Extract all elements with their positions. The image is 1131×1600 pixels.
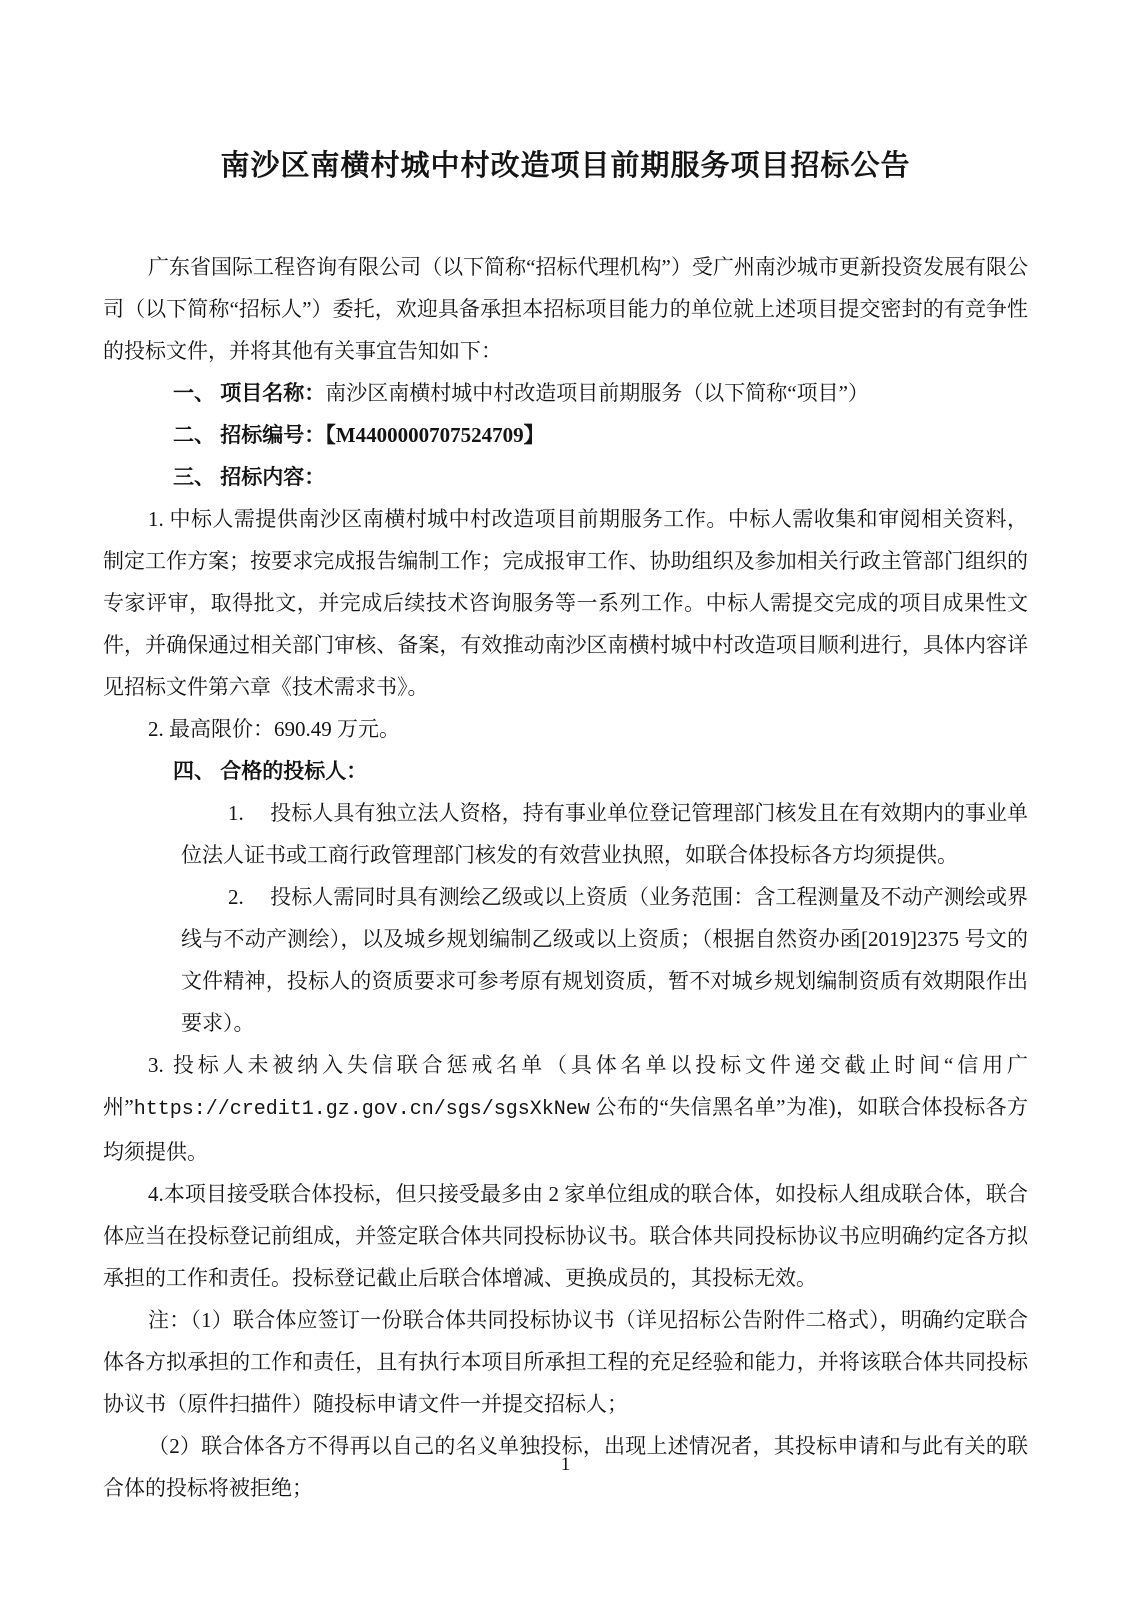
document-title: 南沙区南横村城中村改造项目前期服务项目招标公告 <box>220 150 911 182</box>
section-heading-3 <box>103 456 1028 498</box>
section-heading-2 <box>103 414 1028 456</box>
section-3-label: 三、 招标内容： <box>173 465 326 489</box>
section-1-label: 一、 项目名称： <box>173 381 326 405</box>
section-4-label: 四、 合格的投标人： <box>173 759 368 783</box>
qualified-bidder-item-2: 2. 投标人需同时具有测绘乙级或以上资质（业务范围：含工程测量及不动产测绘或界线与不动产测绘），以及城乡规划编制乙级或以上资质；（根据自然资办函[2019]2375 号文的文件精神，投标人的资质要求可参考原有规划资质，暂不对城乡规划编制资质有效期限作出要求）。 <box>181 885 1028 1035</box>
tender-content-item-2-price: 2. 最高限价：690.49 万元。 <box>148 717 400 741</box>
intro-paragraph: 广东省国际工程咨询有限公司（以下简称“招标代理机构”）受广州南沙城市更新投资发展有限公司（以下简称“招标人”）委托，欢迎具备承担本招标项目能力的单位就上述项目提交密封的有竞争性的投标文件，并将其他有关事宜告知如下： <box>103 255 1028 363</box>
tender-content-item-1: 1. 中标人需提供南沙区南横村城中村改造项目前期服务工作。中标人需收集和审阅相关资料，制定工作方案；按要求完成报告编制工作；完成报审工作、协助组织及参加相关行政主管部门组织的专家评审，取得批文，并完成后续技术咨询服务等一系列工作。中标人需提交完成的项目成果性文件，并确保通过相关部门审核、备案，有效推动南沙区南横村城中村改造项目顺利进行，具体内容详见招标文件第六章《技术需求书》。 <box>103 507 1028 699</box>
document-content <box>103 146 1028 1509</box>
item-3-text-post: 公布的“失信黑名单”为准)，如联合体投标各方均须提供。 <box>103 1095 1028 1164</box>
qualified-bidder-item-4: 4.本项目接受联合体投标，但只接受最多由 2 家单位组成的联合体，如投标人组成联合体，联合体应当在投标登记前组成，并签定联合体共同投标协议书。联合体共同投标协议书应明确约定各方拟承担的工作和责任。投标登记截止后联合体增减、更换成员的，其投标无效。 <box>103 1182 1028 1290</box>
consortium-note-1: 注：（1）联合体应签订一份联合体共同投标协议书（详见招标公告附件二格式），明确约定联合体各方拟承担的工作和责任，且有执行本项目所承担工程的充足经验和能力，并将该联合体共同投标协议书（原件扫描件）随投标申请文件一并提交招标人； <box>103 1308 1028 1416</box>
tender-number: 【M4400000707524709】 <box>325 423 545 447</box>
section-1-text: 南沙区南横村城中村改造项目前期服务（以下简称“项目”） <box>325 381 869 405</box>
credit-gz-url: https://credit1.gz.gov.cn/sgs/sgsXkNew <box>133 1098 590 1121</box>
section-heading-1 <box>103 372 1028 414</box>
consortium-note-2: （2）联合体各方不得再以自己的名义单独投标，出现上述情况者，其投标申请和与此有关的联合体的投标将被拒绝； <box>103 1434 1028 1500</box>
page-number: 1 <box>560 1454 571 1475</box>
qualified-bidder-item-3 <box>103 1044 1028 1173</box>
section-heading-4 <box>103 750 1028 792</box>
section-2-label: 二、 招标编号： <box>173 423 326 447</box>
item-3-text-pre: 3. 投标人未被纳入失信联合惩戒名单（具体名单以投标文件递交截止时间“信用广州” <box>103 1053 1028 1119</box>
qualified-bidder-item-1: 1. 投标人具有独立法人资格，持有事业单位登记管理部门核发且在有效期内的事业单位法人证书或工商行政管理部门核发的有效营业执照，如联合体投标各方均须提供。 <box>181 801 1028 867</box>
